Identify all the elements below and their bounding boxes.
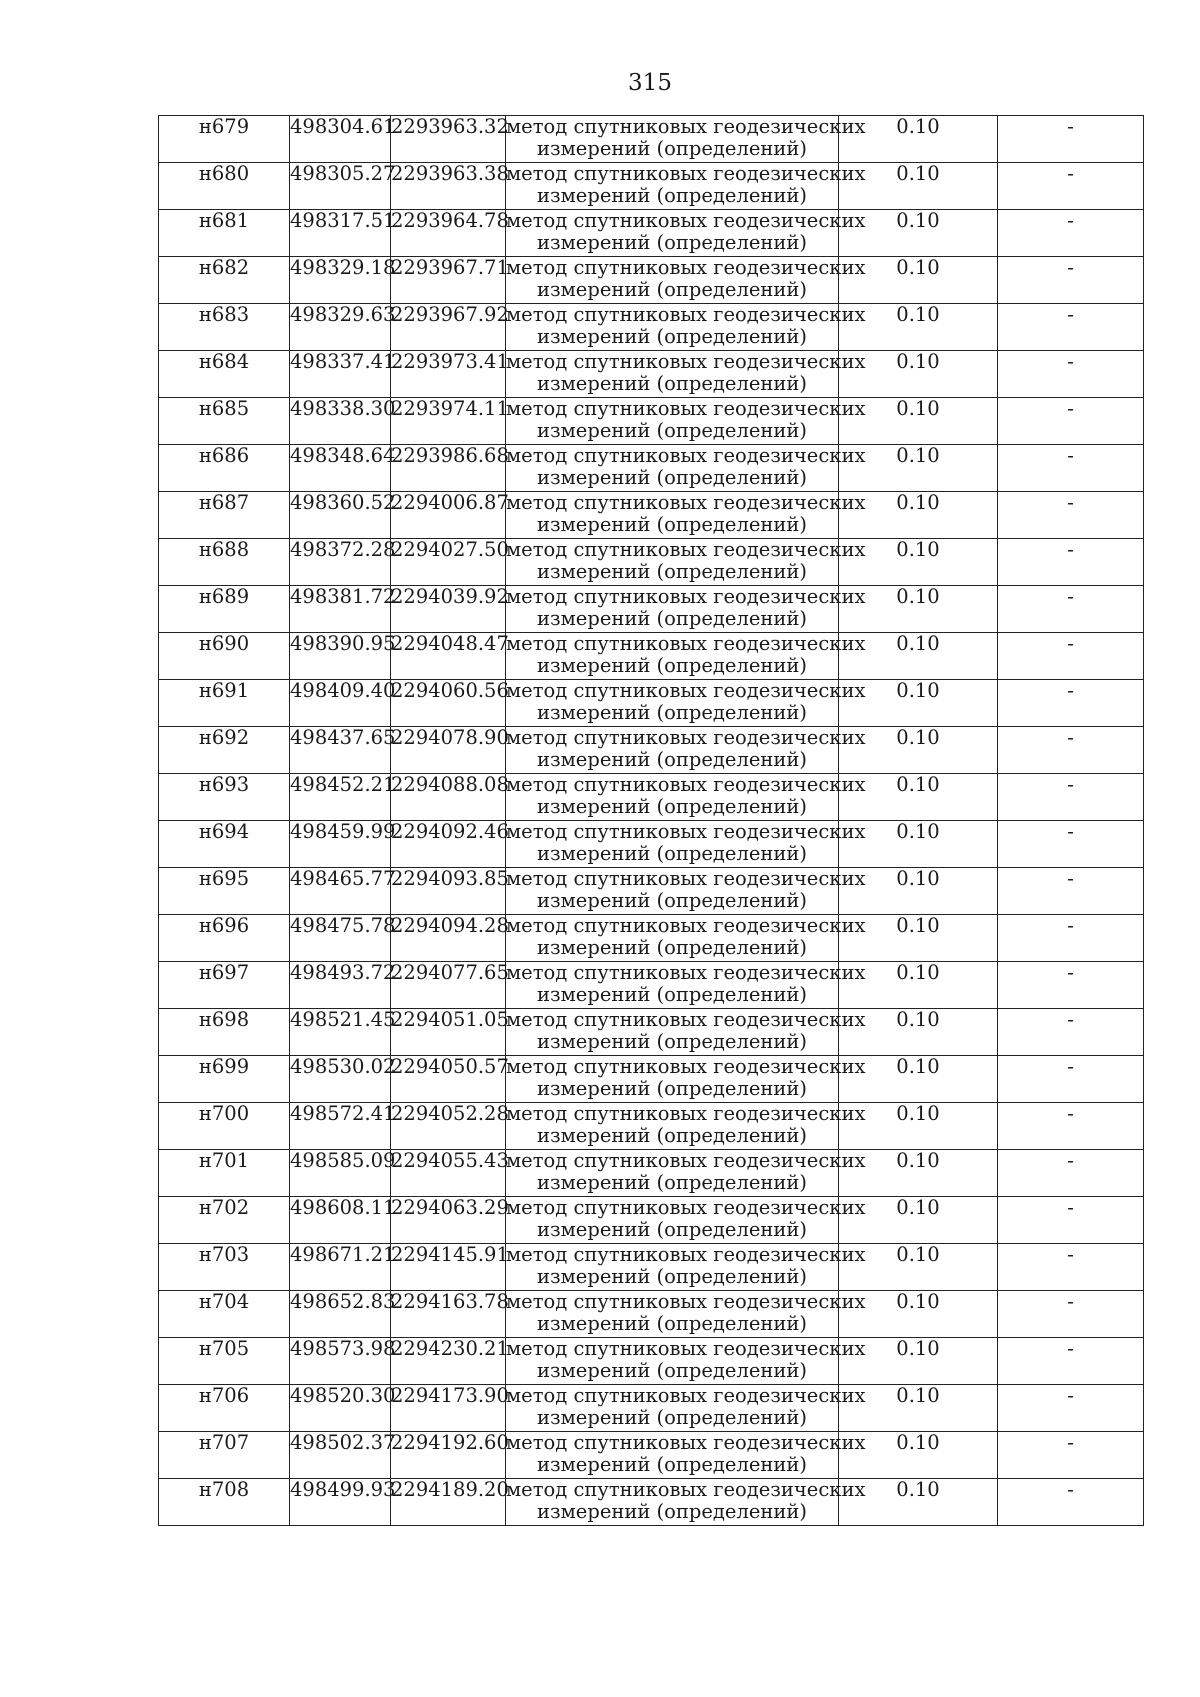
method-cell xyxy=(506,491,866,539)
method-cell xyxy=(506,1243,866,1291)
method-line-2: измерений (определений) xyxy=(537,184,807,207)
method-line-2: измерений (определений) xyxy=(537,1453,807,1476)
point-id-cell: н700 xyxy=(159,1103,290,1150)
description-cell: - xyxy=(998,868,1144,915)
x-coordinate-cell: 498499.93 xyxy=(290,1479,391,1526)
point-id-cell: н698 xyxy=(159,1009,290,1056)
y-coordinate-cell: 2294050.57 xyxy=(391,1056,506,1103)
y-coordinate-cell: 2293974.11 xyxy=(391,398,506,445)
point-id-cell: н705 xyxy=(159,1338,290,1385)
accuracy-cell: 0.10 xyxy=(839,586,998,633)
method-line-2: измерений (определений) xyxy=(537,1312,807,1335)
description-cell: - xyxy=(998,1479,1144,1526)
y-coordinate-cell: 2294145.91 xyxy=(391,1244,506,1291)
accuracy-cell: 0.10 xyxy=(839,1009,998,1056)
method-line-2: измерений (определений) xyxy=(537,466,807,489)
point-id-cell: н697 xyxy=(159,962,290,1009)
y-coordinate-cell: 2293973.41 xyxy=(391,351,506,398)
method-line-1: метод спутниковых геодезических xyxy=(506,256,866,279)
x-coordinate-cell: 498452.21 xyxy=(290,774,391,821)
method-line-2: измерений (определений) xyxy=(537,889,807,912)
point-id-cell: н683 xyxy=(159,304,290,351)
method-line-1: метод спутниковых геодезических xyxy=(506,162,866,185)
table-row xyxy=(159,1479,1144,1526)
accuracy-cell: 0.10 xyxy=(839,163,998,210)
table-row xyxy=(159,492,1144,539)
method-line-2: измерений (определений) xyxy=(537,936,807,959)
method-line-1: метод спутниковых геодезических xyxy=(506,1337,866,1360)
accuracy-cell: 0.10 xyxy=(839,1244,998,1291)
description-cell: - xyxy=(998,1150,1144,1197)
y-coordinate-cell: 2294060.56 xyxy=(391,680,506,727)
point-id-cell: н703 xyxy=(159,1244,290,1291)
table-row xyxy=(159,1432,1144,1479)
method-cell xyxy=(506,1290,866,1338)
method-cell xyxy=(506,820,866,868)
method-line-2: измерений (определений) xyxy=(537,1218,807,1241)
point-id-cell: н704 xyxy=(159,1291,290,1338)
method-line-1: метод спутниковых геодезических xyxy=(506,397,866,420)
description-cell: - xyxy=(998,1244,1144,1291)
description-cell: - xyxy=(998,1197,1144,1244)
table-row xyxy=(159,539,1144,586)
description-cell: - xyxy=(998,210,1144,257)
method-line-1: метод спутниковых геодезических xyxy=(506,961,866,984)
method-line-2: измерений (определений) xyxy=(537,419,807,442)
method-line-1: метод спутниковых геодезических xyxy=(506,444,866,467)
method-line-2: измерений (определений) xyxy=(537,701,807,724)
method-cell xyxy=(506,1337,866,1385)
x-coordinate-cell: 498459.99 xyxy=(290,821,391,868)
method-line-1: метод спутниковых геодезических xyxy=(506,1478,866,1501)
method-cell xyxy=(506,961,866,1009)
description-cell: - xyxy=(998,821,1144,868)
description-cell: - xyxy=(998,1103,1144,1150)
y-coordinate-cell: 2294173.90 xyxy=(391,1385,506,1432)
accuracy-cell: 0.10 xyxy=(839,1479,998,1526)
table-row xyxy=(159,586,1144,633)
accuracy-cell: 0.10 xyxy=(839,1197,998,1244)
point-id-cell: н682 xyxy=(159,257,290,304)
x-coordinate-cell: 498465.77 xyxy=(290,868,391,915)
description-cell: - xyxy=(998,163,1144,210)
method-line-1: метод спутниковых геодезических xyxy=(506,1243,866,1266)
y-coordinate-cell: 2294052.28 xyxy=(391,1103,506,1150)
accuracy-cell: 0.10 xyxy=(839,821,998,868)
method-cell xyxy=(506,1008,866,1056)
y-coordinate-cell: 2293986.68 xyxy=(391,445,506,492)
method-cell xyxy=(506,632,866,680)
method-line-1: метод спутниковых геодезических xyxy=(506,632,866,655)
method-line-1: метод спутниковых геодезических xyxy=(506,1290,866,1313)
table-row xyxy=(159,1056,1144,1103)
method-cell xyxy=(506,1196,866,1244)
table-row xyxy=(159,257,1144,304)
x-coordinate-cell: 498304.61 xyxy=(290,116,391,163)
point-id-cell: н707 xyxy=(159,1432,290,1479)
x-coordinate-cell: 498502.37 xyxy=(290,1432,391,1479)
table-row xyxy=(159,1338,1144,1385)
method-cell xyxy=(506,350,866,398)
method-line-1: метод спутниковых геодезических xyxy=(506,867,866,890)
point-id-cell: н685 xyxy=(159,398,290,445)
method-line-2: измерений (определений) xyxy=(537,654,807,677)
accuracy-cell: 0.10 xyxy=(839,1056,998,1103)
method-line-1: метод спутниковых геодезических xyxy=(506,1008,866,1031)
method-cell xyxy=(506,726,866,774)
method-cell xyxy=(506,538,866,586)
method-line-2: измерений (определений) xyxy=(537,513,807,536)
y-coordinate-cell: 2294039.92 xyxy=(391,586,506,633)
y-coordinate-cell: 2294189.20 xyxy=(391,1479,506,1526)
description-cell: - xyxy=(998,1009,1144,1056)
x-coordinate-cell: 498390.95 xyxy=(290,633,391,680)
x-coordinate-cell: 498337.41 xyxy=(290,351,391,398)
y-coordinate-cell: 2294063.29 xyxy=(391,1197,506,1244)
method-line-1: метод спутниковых геодезических xyxy=(506,115,866,138)
x-coordinate-cell: 498475.78 xyxy=(290,915,391,962)
method-line-1: метод спутниковых геодезических xyxy=(506,820,866,843)
point-id-cell: н694 xyxy=(159,821,290,868)
x-coordinate-cell: 498317.51 xyxy=(290,210,391,257)
table-row xyxy=(159,727,1144,774)
x-coordinate-cell: 498338.30 xyxy=(290,398,391,445)
description-cell: - xyxy=(998,351,1144,398)
accuracy-cell: 0.10 xyxy=(839,1150,998,1197)
table-row xyxy=(159,163,1144,210)
method-line-2: измерений (определений) xyxy=(537,372,807,395)
table-row xyxy=(159,774,1144,821)
method-cell xyxy=(506,1055,866,1103)
accuracy-cell: 0.10 xyxy=(839,1385,998,1432)
description-cell: - xyxy=(998,1432,1144,1479)
x-coordinate-cell: 498437.65 xyxy=(290,727,391,774)
accuracy-cell: 0.10 xyxy=(839,680,998,727)
accuracy-cell: 0.10 xyxy=(839,1432,998,1479)
description-cell: - xyxy=(998,1056,1144,1103)
description-cell: - xyxy=(998,774,1144,821)
point-id-cell: н688 xyxy=(159,539,290,586)
y-coordinate-cell: 2293967.71 xyxy=(391,257,506,304)
method-line-2: измерений (определений) xyxy=(537,1500,807,1523)
method-cell xyxy=(506,115,866,163)
y-coordinate-cell: 2294093.85 xyxy=(391,868,506,915)
table-row xyxy=(159,915,1144,962)
point-id-cell: н690 xyxy=(159,633,290,680)
method-cell xyxy=(506,1431,866,1479)
method-line-1: метод спутниковых геодезических xyxy=(506,491,866,514)
point-id-cell: н706 xyxy=(159,1385,290,1432)
method-line-2: измерений (определений) xyxy=(537,325,807,348)
method-cell xyxy=(506,773,866,821)
x-coordinate-cell: 498520.30 xyxy=(290,1385,391,1432)
method-cell xyxy=(506,1102,866,1150)
method-cell xyxy=(506,585,866,633)
y-coordinate-cell: 2293963.38 xyxy=(391,163,506,210)
x-coordinate-cell: 498381.72 xyxy=(290,586,391,633)
method-line-2: измерений (определений) xyxy=(537,1030,807,1053)
description-cell: - xyxy=(998,586,1144,633)
table-row xyxy=(159,680,1144,727)
table-row xyxy=(159,868,1144,915)
accuracy-cell: 0.10 xyxy=(839,633,998,680)
point-id-cell: н695 xyxy=(159,868,290,915)
description-cell: - xyxy=(998,915,1144,962)
y-coordinate-cell: 2294192.60 xyxy=(391,1432,506,1479)
accuracy-cell: 0.10 xyxy=(839,1338,998,1385)
table-row xyxy=(159,633,1144,680)
accuracy-cell: 0.10 xyxy=(839,492,998,539)
method-line-2: измерений (определений) xyxy=(537,1359,807,1382)
y-coordinate-cell: 2293964.78 xyxy=(391,210,506,257)
y-coordinate-cell: 2293963.32 xyxy=(391,116,506,163)
method-line-2: измерений (определений) xyxy=(537,1077,807,1100)
accuracy-cell: 0.10 xyxy=(839,962,998,1009)
description-cell: - xyxy=(998,962,1144,1009)
method-line-2: измерений (определений) xyxy=(537,842,807,865)
point-id-cell: н702 xyxy=(159,1197,290,1244)
method-cell xyxy=(506,303,866,351)
table-row xyxy=(159,1385,1144,1432)
y-coordinate-cell: 2294027.50 xyxy=(391,539,506,586)
method-line-2: измерений (определений) xyxy=(537,607,807,630)
accuracy-cell: 0.10 xyxy=(839,351,998,398)
accuracy-cell: 0.10 xyxy=(839,210,998,257)
table-row xyxy=(159,1009,1144,1056)
method-line-2: измерений (определений) xyxy=(537,278,807,301)
table-row xyxy=(159,1291,1144,1338)
x-coordinate-cell: 498521.45 xyxy=(290,1009,391,1056)
x-coordinate-cell: 498573.98 xyxy=(290,1338,391,1385)
accuracy-cell: 0.10 xyxy=(839,915,998,962)
method-line-1: метод спутниковых геодезических xyxy=(506,914,866,937)
method-cell xyxy=(506,1149,866,1197)
method-cell xyxy=(506,1478,866,1526)
description-cell: - xyxy=(998,1338,1144,1385)
method-line-1: метод спутниковых геодезических xyxy=(506,1055,866,1078)
method-line-1: метод спутниковых геодезических xyxy=(506,303,866,326)
accuracy-cell: 0.10 xyxy=(839,1291,998,1338)
point-id-cell: н686 xyxy=(159,445,290,492)
table-row xyxy=(159,304,1144,351)
table-row xyxy=(159,1150,1144,1197)
y-coordinate-cell: 2294051.05 xyxy=(391,1009,506,1056)
method-line-2: измерений (определений) xyxy=(537,983,807,1006)
accuracy-cell: 0.10 xyxy=(839,539,998,586)
method-line-1: метод спутниковых геодезических xyxy=(506,1196,866,1219)
x-coordinate-cell: 498409.40 xyxy=(290,680,391,727)
description-cell: - xyxy=(998,116,1144,163)
method-cell xyxy=(506,914,866,962)
x-coordinate-cell: 498572.41 xyxy=(290,1103,391,1150)
table-row xyxy=(159,351,1144,398)
method-cell xyxy=(506,256,866,304)
method-line-1: метод спутниковых геодезических xyxy=(506,1149,866,1172)
accuracy-cell: 0.10 xyxy=(839,868,998,915)
method-line-2: измерений (определений) xyxy=(537,1124,807,1147)
method-line-1: метод спутниковых геодезических xyxy=(506,350,866,373)
x-coordinate-cell: 498305.27 xyxy=(290,163,391,210)
y-coordinate-cell: 2294163.78 xyxy=(391,1291,506,1338)
accuracy-cell: 0.10 xyxy=(839,445,998,492)
description-cell: - xyxy=(998,492,1144,539)
method-cell xyxy=(506,162,866,210)
method-line-2: измерений (определений) xyxy=(537,1406,807,1429)
point-id-cell: н691 xyxy=(159,680,290,727)
accuracy-cell: 0.10 xyxy=(839,727,998,774)
method-line-1: метод спутниковых геодезических xyxy=(506,209,866,232)
table-row xyxy=(159,210,1144,257)
point-id-cell: н696 xyxy=(159,915,290,962)
x-coordinate-cell: 498329.18 xyxy=(290,257,391,304)
point-id-cell: н708 xyxy=(159,1479,290,1526)
point-id-cell: н681 xyxy=(159,210,290,257)
y-coordinate-cell: 2294078.90 xyxy=(391,727,506,774)
accuracy-cell: 0.10 xyxy=(839,304,998,351)
method-line-1: метод спутниковых геодезических xyxy=(506,1102,866,1125)
accuracy-cell: 0.10 xyxy=(839,257,998,304)
x-coordinate-cell: 498652.83 xyxy=(290,1291,391,1338)
table-row xyxy=(159,445,1144,492)
point-id-cell: н693 xyxy=(159,774,290,821)
description-cell: - xyxy=(998,680,1144,727)
x-coordinate-cell: 498608.11 xyxy=(290,1197,391,1244)
accuracy-cell: 0.10 xyxy=(839,774,998,821)
method-line-1: метод спутниковых геодезических xyxy=(506,726,866,749)
x-coordinate-cell: 498671.21 xyxy=(290,1244,391,1291)
method-cell xyxy=(506,444,866,492)
y-coordinate-cell: 2294048.47 xyxy=(391,633,506,680)
y-coordinate-cell: 2294094.28 xyxy=(391,915,506,962)
method-line-2: измерений (определений) xyxy=(537,137,807,160)
y-coordinate-cell: 2294006.87 xyxy=(391,492,506,539)
point-id-cell: н684 xyxy=(159,351,290,398)
point-id-cell: н699 xyxy=(159,1056,290,1103)
table-row xyxy=(159,821,1144,868)
description-cell: - xyxy=(998,633,1144,680)
method-cell xyxy=(506,1384,866,1432)
description-cell: - xyxy=(998,445,1144,492)
method-line-2: измерений (определений) xyxy=(537,795,807,818)
description-cell: - xyxy=(998,727,1144,774)
description-cell: - xyxy=(998,257,1144,304)
x-coordinate-cell: 498348.64 xyxy=(290,445,391,492)
y-coordinate-cell: 2293967.92 xyxy=(391,304,506,351)
method-line-2: измерений (определений) xyxy=(537,1171,807,1194)
x-coordinate-cell: 498493.72 xyxy=(290,962,391,1009)
coordinates-table-body xyxy=(159,116,1144,1526)
method-line-2: измерений (определений) xyxy=(537,231,807,254)
accuracy-cell: 0.10 xyxy=(839,1103,998,1150)
page-number: 315 xyxy=(628,70,672,96)
method-line-2: измерений (определений) xyxy=(537,560,807,583)
description-cell: - xyxy=(998,539,1144,586)
method-cell xyxy=(506,397,866,445)
method-cell xyxy=(506,867,866,915)
method-line-1: метод спутниковых геодезических xyxy=(506,1431,866,1454)
y-coordinate-cell: 2294077.65 xyxy=(391,962,506,1009)
table-row xyxy=(159,116,1144,163)
table-row xyxy=(159,1244,1144,1291)
table-row xyxy=(159,1103,1144,1150)
y-coordinate-cell: 2294092.46 xyxy=(391,821,506,868)
coordinates-table xyxy=(158,115,1144,1526)
x-coordinate-cell: 498360.52 xyxy=(290,492,391,539)
accuracy-cell: 0.10 xyxy=(839,116,998,163)
method-cell xyxy=(506,209,866,257)
method-cell xyxy=(506,679,866,727)
point-id-cell: н701 xyxy=(159,1150,290,1197)
method-line-2: измерений (определений) xyxy=(537,1265,807,1288)
method-line-2: измерений (определений) xyxy=(537,748,807,771)
y-coordinate-cell: 2294055.43 xyxy=(391,1150,506,1197)
method-line-1: метод спутниковых геодезических xyxy=(506,679,866,702)
point-id-cell: н679 xyxy=(159,116,290,163)
point-id-cell: н692 xyxy=(159,727,290,774)
x-coordinate-cell: 498372.28 xyxy=(290,539,391,586)
x-coordinate-cell: 498585.09 xyxy=(290,1150,391,1197)
description-cell: - xyxy=(998,1291,1144,1338)
method-line-1: метод спутниковых геодезических xyxy=(506,773,866,796)
method-line-1: метод спутниковых геодезических xyxy=(506,1384,866,1407)
description-cell: - xyxy=(998,398,1144,445)
table-row xyxy=(159,1197,1144,1244)
accuracy-cell: 0.10 xyxy=(839,398,998,445)
table-row xyxy=(159,398,1144,445)
table-row xyxy=(159,962,1144,1009)
y-coordinate-cell: 2294088.08 xyxy=(391,774,506,821)
point-id-cell: н687 xyxy=(159,492,290,539)
point-id-cell: н689 xyxy=(159,586,290,633)
y-coordinate-cell: 2294230.21 xyxy=(391,1338,506,1385)
x-coordinate-cell: 498530.02 xyxy=(290,1056,391,1103)
x-coordinate-cell: 498329.63 xyxy=(290,304,391,351)
point-id-cell: н680 xyxy=(159,163,290,210)
description-cell: - xyxy=(998,1385,1144,1432)
description-cell: - xyxy=(998,304,1144,351)
method-line-1: метод спутниковых геодезических xyxy=(506,585,866,608)
method-line-1: метод спутниковых геодезических xyxy=(506,538,866,561)
